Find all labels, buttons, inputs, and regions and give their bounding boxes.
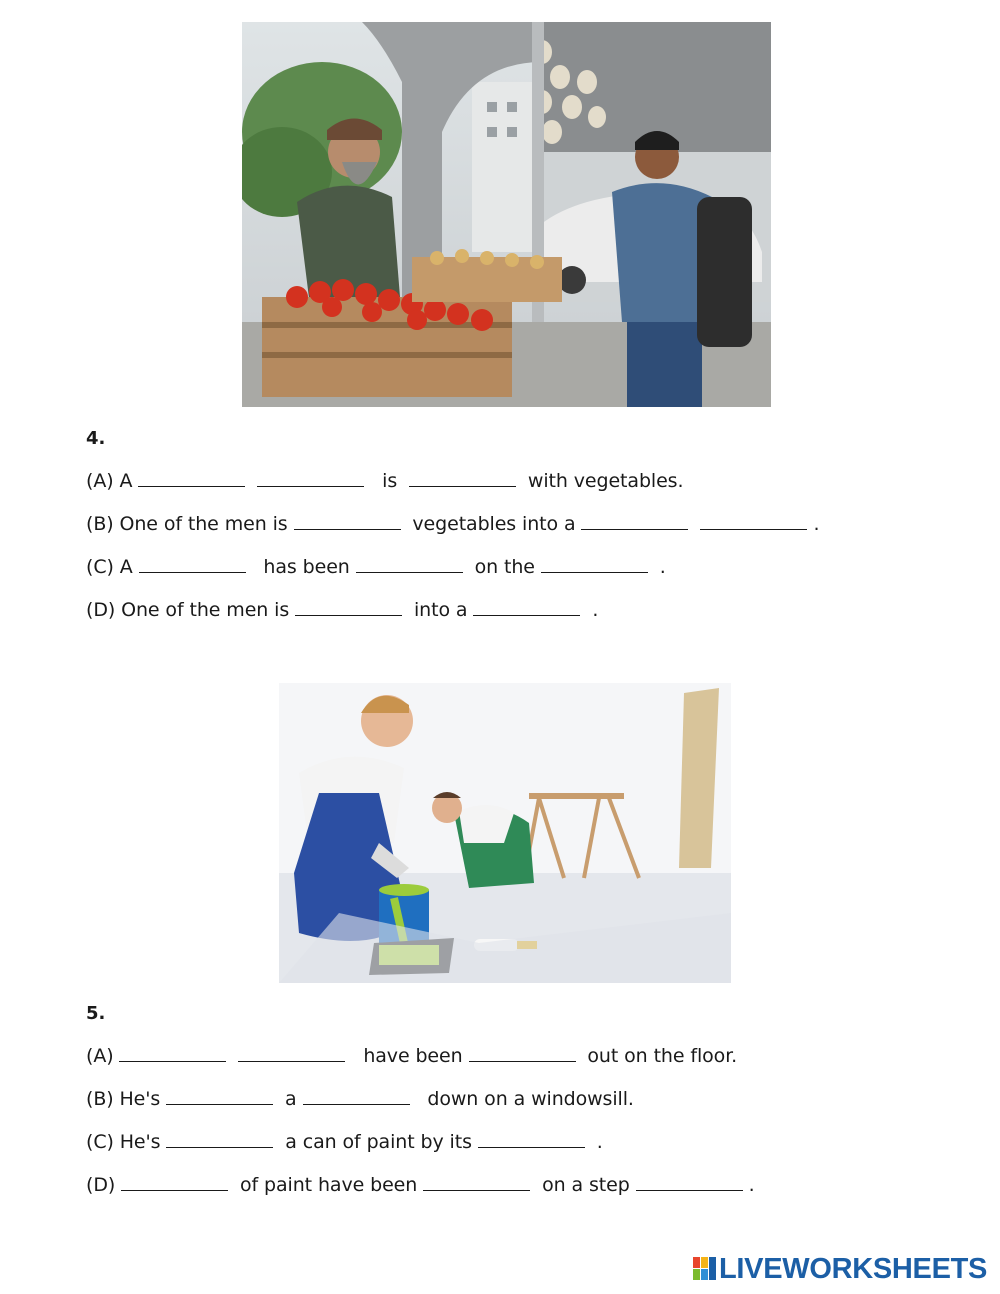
text: vegetables into a — [412, 513, 576, 535]
text: has been — [263, 556, 350, 578]
text: down on a windowsill. — [427, 1088, 634, 1110]
text: have been — [363, 1045, 463, 1067]
question-4-option-a — [86, 470, 683, 492]
text: (B) He's — [86, 1088, 161, 1110]
text: . — [813, 513, 820, 535]
answer-blank[interactable] — [139, 556, 246, 573]
text: a can of paint by its — [285, 1131, 472, 1153]
answer-blank[interactable] — [636, 1174, 743, 1191]
answer-blank[interactable] — [478, 1131, 585, 1148]
text: (C) He's — [86, 1131, 161, 1153]
logo-text: LIVEWORKSHEETS — [719, 1252, 988, 1285]
text: out on the floor. — [587, 1045, 738, 1067]
answer-blank[interactable] — [121, 1174, 228, 1191]
question-4-number: 4. — [86, 428, 106, 449]
answer-blank[interactable] — [119, 1045, 226, 1062]
question-5-option-c — [86, 1131, 603, 1153]
answer-blank[interactable] — [238, 1045, 345, 1062]
answer-blank[interactable] — [138, 470, 245, 487]
question-4-option-b — [86, 513, 819, 535]
answer-blank[interactable] — [581, 513, 688, 530]
text: into a — [414, 599, 468, 621]
liveworksheets-logo-icon — [693, 1257, 717, 1281]
text: (A) A — [86, 470, 133, 492]
text: . — [596, 1131, 603, 1153]
question-5-option-b — [86, 1088, 634, 1110]
text: on a step — [542, 1174, 630, 1196]
question-5-option-a — [86, 1045, 737, 1067]
answer-blank[interactable] — [473, 599, 580, 616]
question-5-option-d — [86, 1174, 755, 1196]
answer-blank[interactable] — [423, 1174, 530, 1191]
answer-blank[interactable] — [303, 1088, 410, 1105]
answer-blank[interactable] — [469, 1045, 576, 1062]
text: (A) — [86, 1045, 114, 1067]
text: of paint have been — [240, 1174, 418, 1196]
text: . — [659, 556, 666, 578]
answer-blank[interactable] — [166, 1088, 273, 1105]
answer-blank[interactable] — [356, 556, 463, 573]
answer-blank[interactable] — [166, 1131, 273, 1148]
liveworksheets-logo[interactable] — [693, 1254, 987, 1284]
text: . — [748, 1174, 755, 1196]
text: with vegetables. — [527, 470, 684, 492]
answer-blank[interactable] — [541, 556, 648, 573]
answer-blank[interactable] — [294, 513, 401, 530]
market-photo — [242, 22, 771, 407]
answer-blank[interactable] — [295, 599, 402, 616]
text: . — [592, 599, 599, 621]
question-4-option-d — [86, 599, 598, 621]
answer-blank[interactable] — [257, 470, 364, 487]
question-4-option-c — [86, 556, 666, 578]
question-5-number: 5. — [86, 1003, 106, 1024]
text: a — [285, 1088, 297, 1110]
text: (C) A — [86, 556, 133, 578]
text: is — [382, 470, 398, 492]
text: (D) — [86, 1174, 116, 1196]
answer-blank[interactable] — [700, 513, 807, 530]
text: (D) One of the men is — [86, 599, 290, 621]
text: (B) One of the men is — [86, 513, 288, 535]
answer-blank[interactable] — [409, 470, 516, 487]
painters-photo — [279, 683, 731, 983]
text: on the — [474, 556, 535, 578]
